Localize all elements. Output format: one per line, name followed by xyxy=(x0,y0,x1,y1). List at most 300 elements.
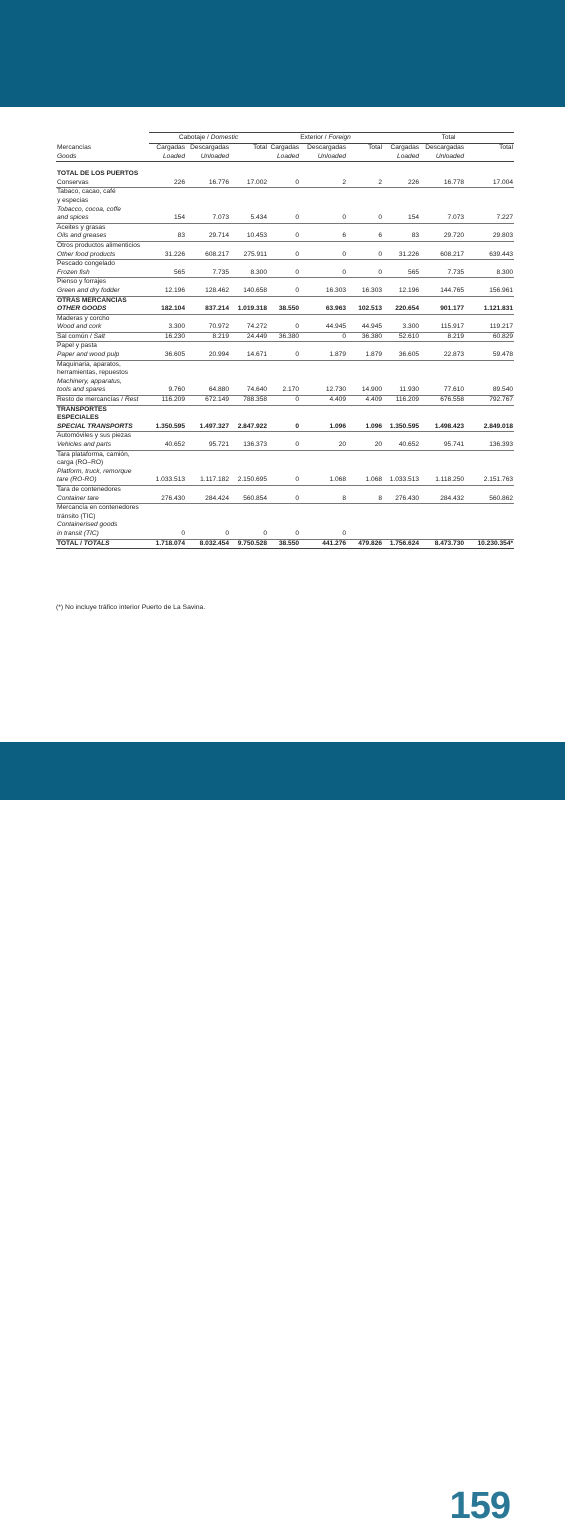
table-cell: 220.654 xyxy=(383,305,420,314)
row-label-text: Tara de contenedores xyxy=(57,485,121,493)
table-cell xyxy=(347,241,383,250)
table-cell: 24.449 xyxy=(230,332,268,342)
row-label-text: Pienso y forrajes xyxy=(57,278,107,286)
table-cell: 12.196 xyxy=(149,287,186,296)
table-cell xyxy=(420,360,465,369)
table-cell: 1.019.318 xyxy=(230,305,268,314)
table-cell: 0 xyxy=(268,476,300,485)
table-row xyxy=(56,296,514,305)
table-cell xyxy=(300,342,347,351)
column-header: Total xyxy=(499,144,514,151)
table-cell xyxy=(230,513,268,522)
table-row xyxy=(56,206,514,215)
table-cell: 17.004 xyxy=(465,179,514,188)
row-label xyxy=(56,485,149,494)
table-cell xyxy=(465,504,514,513)
row-label-text: Vehicles and parts xyxy=(57,441,112,448)
table-cell xyxy=(347,432,383,441)
table-cell xyxy=(383,450,420,459)
row-label xyxy=(56,232,149,241)
table-cell xyxy=(230,432,268,441)
column-header: Total xyxy=(368,144,383,151)
table-cell xyxy=(230,468,268,477)
table-cell xyxy=(383,513,420,522)
table-cell: 7.073 xyxy=(420,214,465,223)
row-label-text: Wood and cork xyxy=(57,323,102,331)
row-label-text: tare (RO-RO) xyxy=(57,476,97,484)
table-row xyxy=(56,251,514,260)
table-cell: 0 xyxy=(268,287,300,296)
table-cell: 29.714 xyxy=(186,232,230,241)
table-cell xyxy=(186,241,230,250)
table-cell: 74.272 xyxy=(230,323,268,332)
table-cell: 0 xyxy=(268,495,300,504)
table-cell xyxy=(149,206,186,215)
table-cell xyxy=(465,378,514,387)
table-cell xyxy=(268,485,300,494)
row-label xyxy=(56,521,149,530)
table-cell xyxy=(186,260,230,269)
table-row xyxy=(56,405,514,414)
table-row xyxy=(56,530,514,539)
row-label-text: Otros productos alimenticios xyxy=(57,241,141,249)
column-header-en: Unloaded xyxy=(186,153,230,162)
table-cell xyxy=(186,278,230,287)
total-cell: 8.473.730 xyxy=(420,539,465,549)
table-cell xyxy=(268,260,300,269)
total-cell: 479.826 xyxy=(347,539,383,549)
table-row xyxy=(56,332,514,342)
table-cell: 136.393 xyxy=(465,441,514,450)
table-cell xyxy=(149,504,186,513)
group-header-row xyxy=(56,133,514,144)
table-cell: 0 xyxy=(230,530,268,539)
table-cell xyxy=(465,206,514,215)
table-cell xyxy=(230,504,268,513)
table-cell xyxy=(347,513,383,522)
table-cell: 1.350.595 xyxy=(149,423,186,432)
total-label-es: TOTAL / xyxy=(57,539,84,547)
table-row xyxy=(56,450,514,459)
total-cell: 8.032.454 xyxy=(186,539,230,549)
table-cell xyxy=(383,468,420,477)
table-cell xyxy=(465,278,514,287)
table-cell xyxy=(347,530,383,539)
column-header: Descargadas xyxy=(190,144,229,151)
table-cell xyxy=(420,530,465,539)
row-label-text: Maderas y corcho xyxy=(57,314,110,322)
table-cell xyxy=(268,450,300,459)
table-row xyxy=(56,223,514,232)
table-cell xyxy=(465,405,514,414)
table-cell: 12.196 xyxy=(383,287,420,296)
table-cell xyxy=(268,206,300,215)
row-label-text: Maquinaria, aparatos, xyxy=(57,360,121,368)
table-cell xyxy=(149,513,186,522)
table-cell: 2 xyxy=(347,179,383,188)
table-cell xyxy=(383,504,420,513)
table-cell xyxy=(420,405,465,414)
table-cell xyxy=(149,432,186,441)
table-cell xyxy=(383,314,420,323)
table-cell xyxy=(230,260,268,269)
column-header: Cargadas xyxy=(156,144,185,151)
table-cell xyxy=(186,296,230,305)
table-cell: 226 xyxy=(383,179,420,188)
page-number: 159 xyxy=(449,1485,510,1527)
table-cell: 20.994 xyxy=(186,351,230,360)
table-row xyxy=(56,351,514,360)
table-cell: 788.358 xyxy=(230,396,268,406)
table-cell xyxy=(268,314,300,323)
row-label xyxy=(56,414,149,423)
table-cell: 0 xyxy=(268,351,300,360)
row-label-text: Green and dry fodder xyxy=(57,286,120,294)
spacer-row xyxy=(56,162,514,171)
table-cell xyxy=(300,504,347,513)
table-cell xyxy=(230,450,268,459)
table-row xyxy=(56,513,514,522)
row-label xyxy=(56,332,149,342)
row-label-text: Resto de mercancías / xyxy=(57,396,125,404)
table-cell: 0 xyxy=(300,214,347,223)
row-label-text: Aceites y grasas xyxy=(57,223,106,231)
table-cell: 44.945 xyxy=(347,323,383,332)
table-cell xyxy=(186,405,230,414)
table-row xyxy=(56,232,514,241)
table-cell: 1.033.513 xyxy=(383,476,420,485)
section-title: TOTAL DE LOS PUERTOS xyxy=(57,170,139,178)
table-row xyxy=(56,521,514,530)
table-cell xyxy=(465,432,514,441)
row-label xyxy=(56,378,149,387)
table-cell xyxy=(347,278,383,287)
column-header-en xyxy=(230,153,268,162)
table-cell: 116.209 xyxy=(149,396,186,406)
table-cell xyxy=(230,485,268,494)
table-row xyxy=(56,378,514,387)
table-cell: 792.767 xyxy=(465,396,514,406)
row-label xyxy=(56,251,149,260)
table-cell xyxy=(300,378,347,387)
table-row xyxy=(56,278,514,287)
table-cell xyxy=(420,342,465,351)
table-cell xyxy=(383,260,420,269)
table-cell: 44.945 xyxy=(300,323,347,332)
table-cell: 95.721 xyxy=(186,441,230,450)
table-cell xyxy=(465,450,514,459)
table-row xyxy=(56,414,514,423)
table-cell: 7.735 xyxy=(420,269,465,278)
row-label xyxy=(56,504,149,513)
table-cell: 1.350.595 xyxy=(383,423,420,432)
table-cell: 1.879 xyxy=(347,351,383,360)
column-label-goods-en: Goods xyxy=(56,153,149,162)
table-row xyxy=(56,504,514,513)
table-cell: 1.096 xyxy=(300,423,347,432)
table-cell xyxy=(268,504,300,513)
table-cell: 20 xyxy=(347,441,383,450)
table-cell xyxy=(347,468,383,477)
table-cell xyxy=(230,369,268,378)
total-cell: 1.756.624 xyxy=(383,539,420,549)
table-cell: 144.765 xyxy=(420,287,465,296)
table-cell: 16.303 xyxy=(300,287,347,296)
table-cell: 560.854 xyxy=(230,495,268,504)
table-cell xyxy=(230,278,268,287)
row-label-text: Conservas xyxy=(57,178,89,186)
table-cell xyxy=(383,197,420,206)
table-cell: 38.550 xyxy=(268,305,300,314)
table-cell xyxy=(465,414,514,423)
row-label xyxy=(56,468,149,477)
table-cell: 7.073 xyxy=(186,214,230,223)
row-label-text: in transit (TIC) xyxy=(57,529,99,537)
table-cell xyxy=(465,360,514,369)
table-cell: 0 xyxy=(300,332,347,342)
table-cell xyxy=(420,485,465,494)
group-header-total: Total xyxy=(383,133,514,144)
table-cell xyxy=(149,450,186,459)
table-cell xyxy=(186,378,230,387)
table-cell xyxy=(230,223,268,232)
table-cell: 2.847.922 xyxy=(230,423,268,432)
table-cell: 0 xyxy=(268,269,300,278)
table-cell xyxy=(383,432,420,441)
table-cell xyxy=(465,197,514,206)
row-label xyxy=(56,223,149,232)
row-label-text: Tara plataforma, camión, xyxy=(57,450,130,458)
table-cell xyxy=(300,450,347,459)
total-cell: 38.550 xyxy=(268,539,300,549)
row-label-text: herramientas, repuestos xyxy=(57,369,129,377)
footnote: (*) No incluye tráfico interior Puerto de La Savina. xyxy=(56,604,206,611)
table-cell: 40.652 xyxy=(383,441,420,450)
table-cell xyxy=(465,314,514,323)
column-header: Descargadas xyxy=(425,144,465,151)
table-cell: 8.219 xyxy=(186,332,230,342)
table-cell xyxy=(268,360,300,369)
table-cell xyxy=(383,223,420,232)
table-cell xyxy=(300,485,347,494)
table-cell: 565 xyxy=(149,269,186,278)
header-band xyxy=(0,0,565,107)
table-cell xyxy=(300,521,347,530)
table-cell: 5.434 xyxy=(230,214,268,223)
row-label-text: Machinery, apparatus, xyxy=(57,377,122,385)
table-cell xyxy=(300,432,347,441)
row-label xyxy=(56,323,149,332)
row-label xyxy=(56,214,149,223)
table-cell xyxy=(300,260,347,269)
row-label xyxy=(56,386,149,395)
table-cell xyxy=(268,459,300,468)
table-cell: 29.720 xyxy=(420,232,465,241)
table-cell xyxy=(268,405,300,414)
table-cell: 89.540 xyxy=(465,386,514,395)
table-cell: 0 xyxy=(268,323,300,332)
table-cell xyxy=(300,223,347,232)
column-header-row xyxy=(56,144,514,153)
table-cell xyxy=(149,414,186,423)
table-cell: 3.300 xyxy=(149,323,186,332)
table-row xyxy=(56,396,514,406)
table-cell: 901.177 xyxy=(420,305,465,314)
table-cell xyxy=(383,342,420,351)
table-cell xyxy=(347,223,383,232)
table-cell xyxy=(230,378,268,387)
table-cell xyxy=(149,342,186,351)
column-header-en: Loaded xyxy=(383,153,420,162)
table-cell: 16.778 xyxy=(420,179,465,188)
table-cell xyxy=(186,314,230,323)
table-cell xyxy=(268,414,300,423)
total-label-en: TOTALS xyxy=(83,539,110,547)
table-cell xyxy=(420,296,465,305)
column-header: Cargadas xyxy=(270,144,300,151)
column-header-en xyxy=(347,153,383,162)
table-cell: 276.430 xyxy=(383,495,420,504)
table-cell: 608.217 xyxy=(186,251,230,260)
row-label-text: and spices xyxy=(57,214,89,222)
table-cell xyxy=(149,405,186,414)
table-cell xyxy=(186,188,230,197)
table-cell xyxy=(230,241,268,250)
table-cell: 226 xyxy=(149,179,186,188)
table-cell xyxy=(300,241,347,250)
table-cell xyxy=(268,197,300,206)
table-cell xyxy=(300,369,347,378)
row-label xyxy=(56,450,149,459)
row-label xyxy=(56,342,149,351)
total-row xyxy=(56,539,514,549)
row-label xyxy=(56,197,149,206)
table-cell: 0 xyxy=(149,530,186,539)
column-header: Total xyxy=(253,144,268,151)
table-cell: 102.513 xyxy=(347,305,383,314)
row-label-en: Salt xyxy=(93,332,106,340)
table-cell xyxy=(186,342,230,351)
table-cell xyxy=(230,342,268,351)
table-cell: 0 xyxy=(268,441,300,450)
table-cell: 0 xyxy=(268,530,300,539)
table-cell xyxy=(230,296,268,305)
table-cell xyxy=(420,188,465,197)
row-label xyxy=(56,495,149,504)
table-cell: 70.972 xyxy=(186,323,230,332)
row-label-text: OTRAS MERCANCÍAS xyxy=(57,296,127,304)
table-cell xyxy=(347,405,383,414)
table-cell: 1.498.423 xyxy=(420,423,465,432)
table-cell xyxy=(268,468,300,477)
table-cell xyxy=(465,241,514,250)
table-cell xyxy=(465,369,514,378)
row-label xyxy=(56,287,149,296)
table-cell xyxy=(186,521,230,530)
table-cell xyxy=(268,188,300,197)
table-cell xyxy=(420,450,465,459)
table-cell: 284.424 xyxy=(186,495,230,504)
total-cell: 1.718.074 xyxy=(149,539,186,549)
table-cell xyxy=(186,197,230,206)
table-cell: 136.373 xyxy=(230,441,268,450)
table-cell xyxy=(186,485,230,494)
row-label xyxy=(56,260,149,269)
table-row xyxy=(56,260,514,269)
table-cell xyxy=(268,432,300,441)
table-cell xyxy=(383,360,420,369)
table-cell xyxy=(347,206,383,215)
table-cell xyxy=(268,521,300,530)
table-cell: 4.409 xyxy=(347,396,383,406)
column-header: Descargadas xyxy=(307,144,347,151)
table-cell: 1.497.327 xyxy=(186,423,230,432)
table-cell: 565 xyxy=(383,269,420,278)
table-cell: 6 xyxy=(347,232,383,241)
table-cell xyxy=(268,241,300,250)
table-cell: 1.068 xyxy=(347,476,383,485)
table-cell: 0 xyxy=(300,251,347,260)
table-cell xyxy=(300,278,347,287)
table-cell xyxy=(347,521,383,530)
column-header-en: Unloaded xyxy=(420,153,465,162)
table-cell xyxy=(149,296,186,305)
table-cell xyxy=(300,206,347,215)
table-cell: 1.121.831 xyxy=(465,305,514,314)
table-cell: 837.214 xyxy=(186,305,230,314)
table-cell xyxy=(347,414,383,423)
table-cell xyxy=(347,314,383,323)
row-label xyxy=(56,305,149,314)
row-label xyxy=(56,351,149,360)
table-row xyxy=(56,369,514,378)
table-cell: 0 xyxy=(347,269,383,278)
table-cell xyxy=(383,405,420,414)
column-header-en: Loaded xyxy=(149,153,186,162)
total-label xyxy=(56,539,149,549)
row-label xyxy=(56,278,149,287)
column-header: Cargadas xyxy=(390,144,420,151)
table-cell: 275.911 xyxy=(230,251,268,260)
table-cell: 29.803 xyxy=(465,232,514,241)
table-cell: 0 xyxy=(268,396,300,406)
table-cell xyxy=(300,468,347,477)
table-cell xyxy=(383,378,420,387)
total-cell: 9.750.528 xyxy=(230,539,268,549)
row-label xyxy=(56,476,149,485)
table-cell: 1.096 xyxy=(347,423,383,432)
table-cell xyxy=(420,459,465,468)
table-cell xyxy=(186,369,230,378)
table-cell xyxy=(383,296,420,305)
row-label xyxy=(56,206,149,215)
table-cell xyxy=(149,260,186,269)
table-cell: 154 xyxy=(149,214,186,223)
table-cell xyxy=(383,414,420,423)
table-cell xyxy=(465,485,514,494)
goods-traffic-table xyxy=(56,132,514,549)
row-label-text: Tobacco, cocoa, coffe xyxy=(57,205,121,213)
table-cell xyxy=(420,414,465,423)
table-cell: 140.658 xyxy=(230,287,268,296)
table-cell: 0 xyxy=(268,214,300,223)
row-label-text: Paper and wood pulp xyxy=(57,351,120,359)
column-header-en xyxy=(465,153,514,162)
table-cell: 12.730 xyxy=(300,386,347,395)
table-row xyxy=(56,305,514,314)
table-cell: 1.068 xyxy=(300,476,347,485)
row-label-text: Other food products xyxy=(57,250,116,258)
